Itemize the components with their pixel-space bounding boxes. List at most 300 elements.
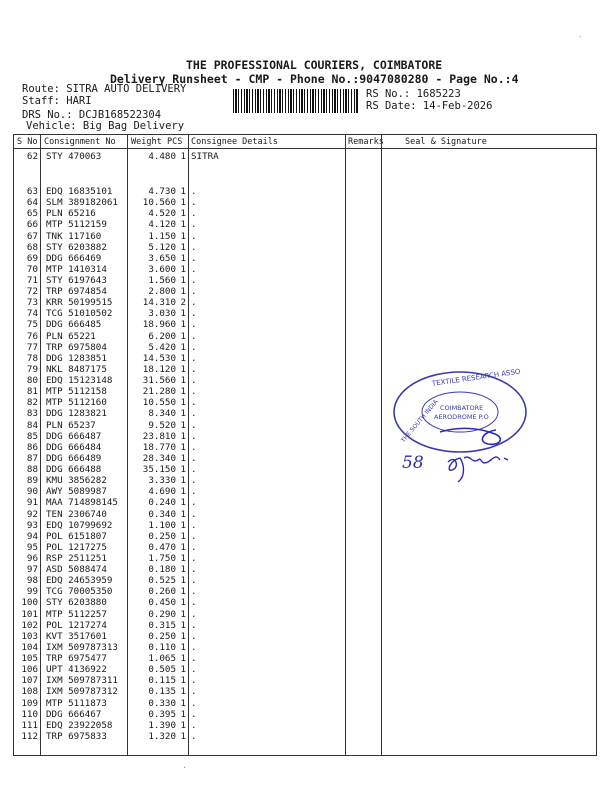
cell-weight: 1.100 [148, 519, 176, 531]
cell-weight: 0.240 [148, 497, 176, 509]
cell-pcs: 1 [180, 375, 186, 386]
cell-pcs: 1 [180, 697, 186, 709]
cell-weight: 18.960 [142, 319, 176, 331]
cell-details: . [191, 541, 197, 553]
cell-consignment: DDG 666485 [46, 319, 102, 331]
cell-consignment: POL 1217275 [46, 541, 107, 553]
cell-sno: 88 [26, 464, 38, 475]
cell-weight: 18.120 [142, 363, 176, 375]
cell-weight: 1.560 [148, 275, 176, 286]
cell-sno: 82 [26, 397, 38, 409]
cell-consignment: DDG 1283821 [46, 408, 107, 420]
cell-consignment: SLM 389182061 [46, 197, 118, 209]
cell-sno: 85 [26, 430, 38, 442]
cell-weight: 14.310 [142, 297, 176, 309]
cell-pcs: 1 [180, 452, 186, 464]
cell-sno: 78 [26, 352, 38, 364]
cell-pcs: 1 [180, 197, 186, 209]
cell-sno: 96 [26, 553, 38, 564]
cell-sno: 87 [26, 452, 38, 464]
cell-sno: 109 [21, 697, 38, 709]
cell-consignment: RSP 2511251 [46, 553, 107, 564]
cell-details: . [191, 230, 197, 242]
cell-sno: 107 [21, 675, 38, 687]
cell-pcs: 1 [180, 553, 186, 564]
cell-weight: 0.470 [148, 541, 176, 553]
cell-weight: 4.120 [148, 219, 176, 231]
cell-details: . [191, 641, 197, 653]
cell-consignment: PLN 65216 [46, 208, 96, 220]
cell-sno: 69 [26, 252, 38, 264]
cell-sno: 99 [26, 586, 38, 598]
cell-details: . [191, 363, 197, 375]
cell-pcs: 1 [180, 686, 186, 698]
drs-number: DRS No.: DCJB168522304 [22, 109, 162, 121]
cell-sno: 76 [26, 330, 38, 342]
cell-weight: 0.250 [148, 530, 176, 542]
cell-pcs: 1 [180, 208, 186, 220]
cell-pcs: 1 [180, 719, 186, 731]
cell-consignment: MTP 5111873 [46, 697, 107, 709]
cell-weight: 0.450 [148, 597, 176, 609]
cell-pcs: 1 [180, 352, 186, 364]
cell-details: . [191, 397, 197, 409]
cell-sno: 79 [26, 363, 38, 375]
cell-weight: 4.730 [148, 186, 176, 197]
cell-details: . [191, 697, 197, 709]
cell-details: . [191, 186, 197, 197]
cell-details: . [191, 352, 197, 364]
table-row [14, 308, 596, 319]
cell-consignment: KMU 3856282 [46, 475, 107, 487]
cell-consignment: KRR 50199515 [46, 297, 113, 309]
cell-details: . [191, 619, 197, 631]
cell-consignment: EDQ 24653959 [46, 575, 113, 587]
cell-sno: 67 [26, 230, 38, 242]
cell-consignment: TRP 6974854 [46, 286, 107, 298]
cell-consignment: MAA 714898145 [46, 497, 118, 509]
cell-details: . [191, 575, 197, 587]
header-pcs: PCS [167, 137, 183, 147]
table-row [14, 331, 596, 342]
cell-sno: 64 [26, 197, 38, 209]
cell-weight: 8.340 [148, 408, 176, 420]
cell-details: . [191, 241, 197, 253]
cell-consignment: TCG 70005350 [46, 586, 113, 598]
cell-weight: 3.330 [148, 475, 176, 487]
cell-pcs: 1 [180, 730, 186, 742]
cell-sno: 73 [26, 297, 38, 309]
cell-weight: 35.150 [142, 464, 176, 475]
cell-weight: 28.340 [142, 452, 176, 464]
cell-pcs: 1 [180, 441, 186, 453]
table-row [14, 698, 596, 709]
cell-sno: 81 [26, 386, 38, 398]
table-row [14, 564, 596, 575]
cell-pcs: 1 [180, 708, 186, 720]
cell-consignment: MTP 1410314 [46, 263, 107, 275]
stamp-top-text: TEXTILE RESEARCH ASSO [431, 368, 521, 388]
cell-pcs: 1 [180, 619, 186, 631]
cell-details: . [191, 275, 197, 286]
cell-sno: 112 [21, 730, 38, 742]
cell-consignment: DDG 666467 [46, 708, 102, 720]
cell-pcs: 1 [180, 151, 186, 162]
cell-pcs: 1 [180, 608, 186, 620]
cell-weight: 23.810 [142, 430, 176, 442]
cell-weight: 4.480 [148, 151, 176, 162]
cell-details: SITRA [191, 151, 219, 162]
cell-weight: 0.330 [148, 697, 176, 709]
cell-details: . [191, 664, 197, 676]
cell-sno: 102 [21, 619, 38, 631]
cell-consignment: TNK 117160 [46, 230, 102, 242]
cell-sno: 90 [26, 486, 38, 498]
stamp-center-line-2: AERODROME P.O [434, 413, 489, 421]
cell-consignment: TCG 51010502 [46, 308, 113, 320]
header-remarks: Remarks [348, 137, 384, 147]
cell-consignment: NKL 8487175 [46, 363, 107, 375]
cell-weight: 3.600 [148, 263, 176, 275]
cell-details: . [191, 419, 197, 431]
cell-pcs: 1 [180, 530, 186, 542]
cell-details: . [191, 208, 197, 220]
cell-consignment: PLN 65237 [46, 419, 96, 431]
cell-sno: 80 [26, 375, 38, 386]
cell-weight: 6.200 [148, 330, 176, 342]
cell-pcs: 1 [180, 275, 186, 286]
cell-pcs: 1 [180, 308, 186, 320]
cell-details: . [191, 686, 197, 698]
cell-weight: 1.750 [148, 553, 176, 564]
cell-weight: 18.770 [142, 441, 176, 453]
table-row [14, 286, 596, 297]
cell-weight: 0.340 [148, 508, 176, 520]
cell-pcs: 1 [180, 408, 186, 420]
cell-pcs: 1 [180, 586, 186, 598]
cell-pcs: 1 [180, 219, 186, 231]
cell-sno: 62 [26, 151, 38, 162]
cell-details: . [191, 486, 197, 498]
cell-weight: 1.390 [148, 719, 176, 731]
cell-sno: 89 [26, 475, 38, 487]
cell-pcs: 1 [180, 653, 186, 664]
table-row [14, 509, 596, 520]
rs-date: RS Date: 14-Feb-2026 [366, 100, 493, 112]
cell-details: . [191, 586, 197, 598]
company-title: THE PROFESSIONAL COURIERS, COIMBATORE [186, 58, 443, 72]
cell-sno: 101 [21, 608, 38, 620]
cell-pcs: 1 [180, 252, 186, 264]
cell-details: . [191, 608, 197, 620]
cell-pcs: 1 [180, 475, 186, 487]
table-row [14, 542, 596, 553]
cell-details: . [191, 386, 197, 398]
cell-pcs: 1 [180, 241, 186, 253]
cell-pcs: 2 [180, 297, 186, 309]
cell-details: . [191, 197, 197, 209]
cell-weight: 1.150 [148, 230, 176, 242]
cell-details: . [191, 375, 197, 386]
cell-weight: 3.650 [148, 252, 176, 264]
cell-weight: 0.250 [148, 630, 176, 642]
cell-sno: 65 [26, 208, 38, 220]
cell-consignment: DDG 666469 [46, 252, 102, 264]
cell-sno: 95 [26, 541, 38, 553]
table-row [14, 219, 596, 230]
cell-consignment: STY 6203882 [46, 241, 107, 253]
cell-weight: 1.065 [148, 653, 176, 664]
cell-consignment: DDG 666484 [46, 441, 102, 453]
cell-sno: 104 [21, 641, 38, 653]
table-row [14, 731, 596, 742]
cell-pcs: 1 [180, 597, 186, 609]
cell-sno: 92 [26, 508, 38, 520]
cell-consignment: EDQ 23922058 [46, 719, 113, 731]
cell-consignment: TRP 6975804 [46, 341, 107, 353]
header-sno: S No [17, 137, 38, 147]
table-row [14, 242, 596, 253]
table-row [14, 609, 596, 620]
cell-sno: 98 [26, 575, 38, 587]
cell-weight: 10.560 [142, 197, 176, 209]
table-row [14, 675, 596, 686]
cell-details: . [191, 730, 197, 742]
cell-details: . [191, 297, 197, 309]
cell-consignment: DDG 1283851 [46, 352, 107, 364]
cell-pcs: 1 [180, 397, 186, 409]
cell-sno: 66 [26, 219, 38, 231]
table-row [14, 264, 596, 275]
cell-consignment: MTP 5112158 [46, 386, 107, 398]
cell-consignment: MTP 5112160 [46, 397, 107, 409]
cell-consignment: TRP 6975833 [46, 730, 107, 742]
cell-pcs: 1 [180, 675, 186, 687]
cell-consignment: POL 6151807 [46, 530, 107, 542]
table-row [14, 231, 596, 242]
staff-label: Staff: HARI [22, 95, 92, 107]
cell-sno: 86 [26, 441, 38, 453]
cell-weight: 0.290 [148, 608, 176, 620]
cell-sno: 75 [26, 319, 38, 331]
cell-sno: 72 [26, 286, 38, 298]
table-row [14, 709, 596, 720]
cell-pcs: 1 [180, 386, 186, 398]
cell-details: . [191, 441, 197, 453]
cell-pcs: 1 [180, 319, 186, 331]
header-seal: Seal & Signature [405, 137, 487, 147]
cell-sno: 110 [21, 708, 38, 720]
table-row [14, 686, 596, 697]
cell-consignment: POL 1217274 [46, 619, 107, 631]
cell-weight: 0.315 [148, 619, 176, 631]
cell-sno: 103 [21, 630, 38, 642]
cell-consignment: EDQ 15123148 [46, 375, 113, 386]
rs-number: RS No.: 1685223 [366, 88, 461, 100]
cell-weight: 0.180 [148, 564, 176, 576]
cell-details: . [191, 452, 197, 464]
cell-consignment: DDG 666489 [46, 452, 102, 464]
table-row [14, 208, 596, 219]
cell-consignment: IXM 509787311 [46, 675, 118, 687]
cell-pcs: 1 [180, 519, 186, 531]
table-row [14, 631, 596, 642]
cell-details: . [191, 708, 197, 720]
cell-details: . [191, 675, 197, 687]
cell-sno: 91 [26, 497, 38, 509]
cell-pcs: 1 [180, 564, 186, 576]
cell-sno: 105 [21, 653, 38, 664]
cell-weight: 3.030 [148, 308, 176, 320]
table-row [14, 297, 596, 308]
cell-sno: 74 [26, 308, 38, 320]
cell-pcs: 1 [180, 575, 186, 587]
cell-pcs: 1 [180, 464, 186, 475]
cell-sno: 97 [26, 564, 38, 576]
table-row [14, 664, 596, 675]
cell-details: . [191, 319, 197, 331]
cell-pcs: 1 [180, 263, 186, 275]
cell-details: . [191, 719, 197, 731]
cell-weight: 31.560 [142, 375, 176, 386]
stamp-left-text: THE SOUTH INDIA [399, 398, 440, 445]
cell-pcs: 1 [180, 230, 186, 242]
cell-details: . [191, 497, 197, 509]
cell-sno: 93 [26, 519, 38, 531]
cell-consignment: EDQ 10799692 [46, 519, 113, 531]
cell-pcs: 1 [180, 508, 186, 520]
cell-weight: 0.115 [148, 675, 176, 687]
cell-details: . [191, 252, 197, 264]
cell-details: . [191, 653, 197, 664]
cell-weight: 2.800 [148, 286, 176, 298]
cell-pcs: 1 [180, 330, 186, 342]
table-row [14, 575, 596, 586]
cell-sno: 71 [26, 275, 38, 286]
cell-sno: 106 [21, 664, 38, 676]
cell-details: . [191, 597, 197, 609]
cell-consignment: ASD 5088474 [46, 564, 107, 576]
cell-consignment: DDG 666488 [46, 464, 102, 475]
cell-details: . [191, 330, 197, 342]
cell-pcs: 1 [180, 486, 186, 498]
cell-pcs: 1 [180, 664, 186, 676]
cell-sno: 108 [21, 686, 38, 698]
cell-weight: 0.505 [148, 664, 176, 676]
table-row [14, 353, 596, 364]
cell-details: . [191, 430, 197, 442]
table-row [14, 497, 596, 508]
cell-consignment: STY 6197643 [46, 275, 107, 286]
cell-consignment: IXM 509787312 [46, 686, 118, 698]
cell-details: . [191, 519, 197, 531]
cell-weight: 4.520 [148, 208, 176, 220]
handwritten-signature [400, 424, 520, 494]
cell-pcs: 1 [180, 186, 186, 197]
cell-pcs: 1 [180, 497, 186, 509]
cell-details: . [191, 508, 197, 520]
page-speck: · [182, 763, 187, 772]
cell-sno: 83 [26, 408, 38, 420]
cell-weight: 5.120 [148, 241, 176, 253]
table-row [14, 531, 596, 542]
table-row [14, 642, 596, 653]
table-row [14, 586, 596, 597]
cell-sno: 111 [21, 719, 38, 731]
cell-weight: 1.320 [148, 730, 176, 742]
table-row [14, 620, 596, 631]
cell-pcs: 1 [180, 363, 186, 375]
cell-weight: 9.520 [148, 419, 176, 431]
cell-sno: 70 [26, 263, 38, 275]
header-consignment: Consignment No [44, 137, 116, 147]
cell-details: . [191, 564, 197, 576]
table-row [14, 275, 596, 286]
cell-details: . [191, 263, 197, 275]
cell-pcs: 1 [180, 430, 186, 442]
table-row [14, 319, 596, 330]
cell-details: . [191, 630, 197, 642]
signature-mark: 58 [402, 453, 424, 473]
cell-pcs: 1 [180, 341, 186, 353]
table-row [14, 186, 596, 197]
cell-pcs: 1 [180, 286, 186, 298]
table-row [14, 653, 596, 664]
cell-sno: 68 [26, 241, 38, 253]
cell-details: . [191, 308, 197, 320]
cell-pcs: 1 [180, 630, 186, 642]
cell-consignment: TEN 2306740 [46, 508, 107, 520]
cell-pcs: 1 [180, 641, 186, 653]
cell-weight: 5.420 [148, 341, 176, 353]
cell-consignment: UPT 4136922 [46, 664, 107, 676]
header-details: Consignee Details [191, 137, 278, 147]
cell-pcs: 1 [180, 419, 186, 431]
cell-consignment: MTP 5112257 [46, 608, 107, 620]
table-row-first [14, 151, 596, 162]
cell-consignment: PLN 65221 [46, 330, 96, 342]
cell-weight: 0.135 [148, 686, 176, 698]
cell-consignment: EDQ 16835101 [46, 186, 113, 197]
table-row [14, 520, 596, 531]
cell-consignment: MTP 5112159 [46, 219, 107, 231]
cell-details: . [191, 408, 197, 420]
cell-consignment: AWY 5089987 [46, 486, 107, 498]
cell-consignment: IXM 509787313 [46, 641, 118, 653]
runsheet-subtitle: Delivery Runsheet - CMP - Phone No.:9047080280 - Page No.:4 [110, 72, 519, 86]
table-row [14, 197, 596, 208]
cell-weight: 21.280 [142, 386, 176, 398]
cell-details: . [191, 475, 197, 487]
cell-sno: 100 [21, 597, 38, 609]
table-row [14, 597, 596, 608]
cell-weight: 0.525 [148, 575, 176, 587]
cell-weight: 10.550 [142, 397, 176, 409]
cell-weight: 0.260 [148, 586, 176, 598]
vehicle-label: Vehicle: Big Bag Delivery [26, 120, 185, 132]
cell-pcs: 1 [180, 541, 186, 553]
corner-scan-mark: ` [578, 36, 584, 46]
cell-weight: 0.395 [148, 708, 176, 720]
cell-consignment: KVT 3517601 [46, 630, 107, 642]
cell-sno: 77 [26, 341, 38, 353]
cell-details: . [191, 530, 197, 542]
cell-weight: 14.530 [142, 352, 176, 364]
cell-consignment: TRP 6975477 [46, 653, 107, 664]
header-weight: Weight [131, 137, 162, 147]
cell-sno: 84 [26, 419, 38, 431]
stamp-center-line-1: COIMBATORE [440, 404, 484, 412]
